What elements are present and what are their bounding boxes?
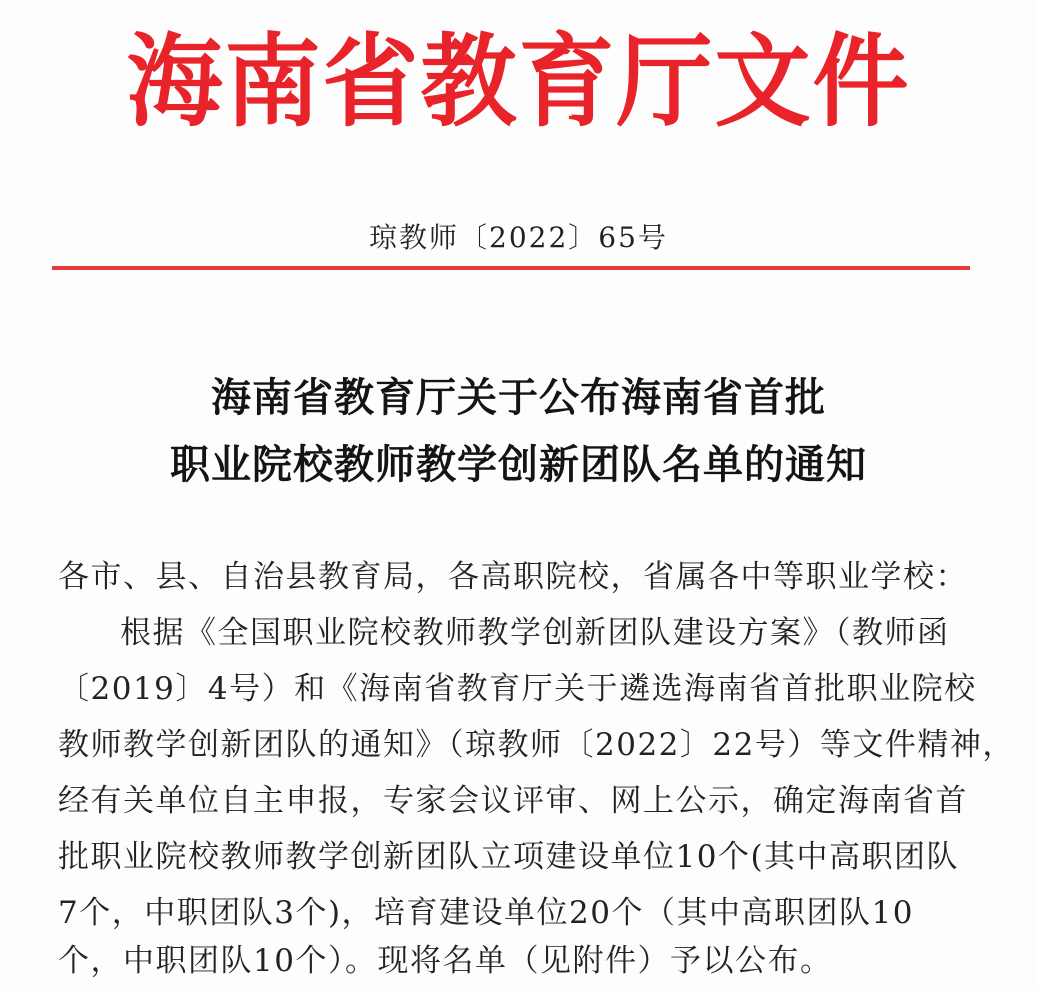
body-line-1: 根据《全国职业院校教师教学创新团队建设方案》（教师函 — [120, 615, 950, 651]
body-line-4: 经有关单位自主申报，专家会议评审、网上公示，确定海南省首 — [58, 783, 968, 819]
masthead-title: 海南省教育厅文件 — [126, 22, 911, 141]
salutation: 各市、县、自治县教育局，各高职院校，省属各中等职业学校： — [58, 559, 968, 595]
notice-title-line-1: 海南省教育厅关于公布海南省首批 — [211, 375, 826, 421]
red-divider-line — [52, 266, 970, 270]
body-line-7: 个，中职团队10个）。现将名单（见附件）予以公布。 — [58, 943, 833, 979]
body-line-5: 批职业院校教师教学创新团队立项建设单位10个(其中高职团队 — [58, 839, 960, 875]
body-line-3: 教师教学创新团队的通知》（琼教师〔2022〕22号）等文件精神， — [58, 727, 1015, 763]
notice-title-line-2: 职业院校教师教学创新团队名单的通知 — [170, 442, 867, 488]
document-number: 琼教师〔2022〕65号 — [369, 221, 668, 254]
body-line-2: 〔2019〕4号）和《海南省教育厅关于遴选海南省首批职业院校 — [58, 671, 977, 707]
body-line-6: 7个，中职团队3个)，培育建设单位20个（其中高职团队10 — [58, 895, 914, 931]
